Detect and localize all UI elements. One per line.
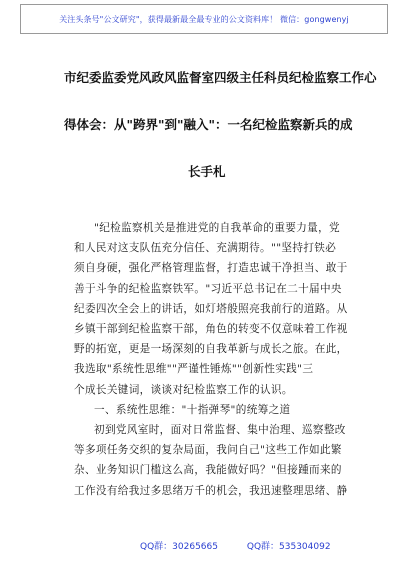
body-line: 乡镇干部到纪检监察干部，角色的转变不仅意味着工作视 <box>74 323 348 336</box>
footer-contact <box>140 539 357 552</box>
body-line: 和人民对这支队伍充分信任、充满期待。""坚持打铁必 <box>74 242 337 255</box>
footer-qq-group-2: QQ群：535304092 <box>246 542 331 552</box>
body-line: 工作没有给我过多思绪万千的机会，我迅速整理思绪、静 <box>74 484 348 497</box>
body-text <box>74 218 356 501</box>
footer-qq-group-1: QQ群：30265665 <box>140 542 218 552</box>
body-line: 初到党风室时，面对日常监督、集中治理、巡察整改 <box>94 424 346 437</box>
body-line: "纪检监察机关是推进党的自我革命的重要力量，党 <box>94 222 340 234</box>
body-line: 个成长关键词，谈谈对纪检监察工作的认识。 <box>74 383 293 396</box>
body-line: 等多项任务交织的复杂局面，我问自己"这些工作如此繁 <box>74 444 342 457</box>
document-title-line-1: 市纪委监委党风政风监督室四级主任科员纪检监察工作心 <box>64 70 377 85</box>
body-line: 杂、业务知识门槛这么高，我能做好吗？"但接踵而来的 <box>74 464 342 477</box>
document-title-line-2: 得体会：从"跨界"到"融入"：一名纪检监察新兵的成 <box>64 117 353 132</box>
section-heading: 一、系统性思维："十指弹琴"的统筹之道 <box>94 403 291 416</box>
body-line: 须自身硬，强化严格管理监督，打造忠诚干净担当、敢于 <box>74 262 348 275</box>
body-line: 我选取"系统性思维""严谨性锤炼""创新性实践"三 <box>74 363 314 376</box>
body-line: 纪委四次全会上的讲话，如灯塔般照亮我前行的道路。从 <box>74 302 348 315</box>
body-line: 野的拓宽，更是一场深刻的自我革新与成长之旅。在此， <box>74 343 348 356</box>
document-title-line-3: 长手札 <box>188 164 226 179</box>
body-line: 善于斗争的纪检监察铁军。"习近平总书记在二十届中央 <box>74 282 342 295</box>
header-note: 关注头条号"公文研究"，获得最新最全最专业的公文资料库！ 微信：gongwenyj <box>20 4 388 34</box>
